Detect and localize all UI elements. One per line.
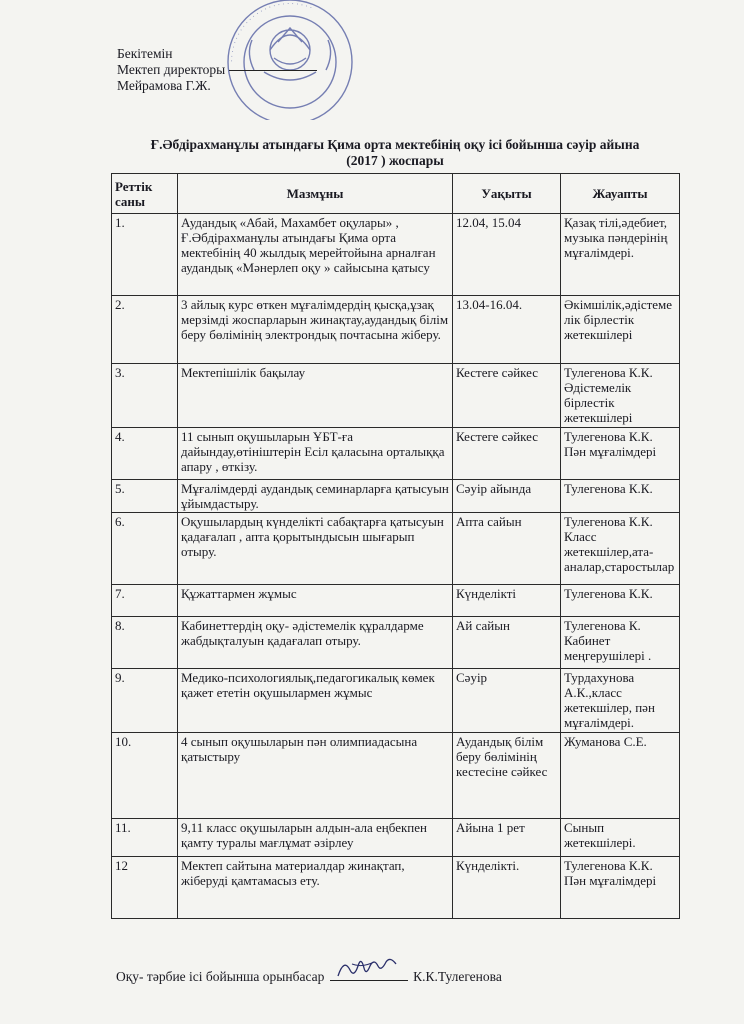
row-number: 7. xyxy=(112,585,178,617)
header-content: Мазмұны xyxy=(178,174,453,214)
approval-position-text: Мектеп директоры xyxy=(117,62,226,77)
row-time: Апта сайын xyxy=(453,513,561,585)
row-content: 11 сынып оқушыларын ҰБТ-ға дайындау,өтініштерін Есіл қаласына орталыққа апару , өткізу. xyxy=(178,428,453,480)
table-row xyxy=(112,857,680,919)
row-time: Кестеге сәйкес xyxy=(453,428,561,480)
title-line-2: (2017 ) жоспары xyxy=(346,153,444,168)
row-number: 10. xyxy=(112,733,178,819)
row-content: Кабинеттердің оқу- әдістемелік құралдарме жабдықталуын қадағалап отыру. xyxy=(178,617,453,669)
row-responsible: Тулегенова К.К. Пән мұғалімдері xyxy=(561,857,680,919)
approval-heading: Бекітемін xyxy=(117,46,173,61)
row-number: 1. xyxy=(112,214,178,296)
row-responsible: Қазақ тілі,әдебиет, музыка пәндерінің мұғалімдері. xyxy=(561,214,680,296)
row-content: Медико-психологиялық,педагогикалық көмек қажет ететін оқушылармен жұмыс xyxy=(178,669,453,733)
table-header-row xyxy=(112,174,680,214)
row-content: Құжаттармен жұмыс xyxy=(178,585,453,617)
row-responsible: Тулегенова К.К. Класс жетекшілер,ата-аналар,старостылар xyxy=(561,513,680,585)
table-row xyxy=(112,428,680,480)
row-number: 8. xyxy=(112,617,178,669)
handwritten-signature xyxy=(334,954,404,984)
table-row xyxy=(112,214,680,296)
row-content: Оқушылардың күнделікті сабақтарға қатысуын қадағалап , апта қорытындысын шығарып отыру. xyxy=(178,513,453,585)
row-responsible: Тулегенова К.К. xyxy=(561,585,680,617)
row-responsible: Турдахунова А.К.,класс жетекшілер, пән мұғалімдері. xyxy=(561,669,680,733)
row-responsible: Жуманова С.Е. xyxy=(561,733,680,819)
header-responsible: Жауапты xyxy=(561,174,680,214)
table-row xyxy=(112,364,680,428)
row-content: 4 сынып оқушыларын пән олимпиадасына қатыстыру xyxy=(178,733,453,819)
row-content: Аудандық «Абай, Махамбет оқулары» , Ғ.Әбдірахманұлы атындағы Қима орта мектебінің 40 жылдық мерейтойына арналған аудандық «Мәнерлеп оқу » сайысына қатысу xyxy=(178,214,453,296)
deputy-name: К.К.Тулегенова xyxy=(413,969,502,984)
title-line-1: Ғ.Әбдірахманұлы атындағы Қима орта мектебінің оқу ісі бойынша сәуір айына xyxy=(150,137,640,152)
row-time: 12.04, 15.04 xyxy=(453,214,561,296)
row-number: 5. xyxy=(112,480,178,513)
table-row xyxy=(112,480,680,513)
approval-signature-line xyxy=(229,70,317,71)
row-number: 4. xyxy=(112,428,178,480)
row-time: Сәуір айында xyxy=(453,480,561,513)
table-row xyxy=(112,669,680,733)
row-number: 2. xyxy=(112,296,178,364)
row-time: Ай сайын xyxy=(453,617,561,669)
approval-block xyxy=(117,46,317,94)
signature-line xyxy=(330,968,408,981)
row-content: Мұғалімдерді аудандық семинарларға қатысуын ұйымдастыру. xyxy=(178,480,453,513)
table-row xyxy=(112,733,680,819)
row-time: Күнделікті. xyxy=(453,857,561,919)
table-row xyxy=(112,513,680,585)
svg-text:· · · · · · · · · · · · · · ·: · · · · · · · · · · · · · · · · · · · · · · · · · xyxy=(227,0,314,63)
approval-position xyxy=(117,62,317,78)
row-content: Мектеп сайтына материалдар жинақтап, жіберуді қамтамасыз ету. xyxy=(178,857,453,919)
row-content: Мектепішілік бақылау xyxy=(178,364,453,428)
table-row xyxy=(112,585,680,617)
row-content: 9,11 класс оқушыларын алдын-ала еңбекпен қамту туралы мағлұмат әзірлеу xyxy=(178,819,453,857)
row-time: 13.04-16.04. xyxy=(453,296,561,364)
row-responsible: Тулегенова К. Кабинет меңгерушілері . xyxy=(561,617,680,669)
row-responsible: Тулегенова К.К. Әдістемелік бірлестік жетекшілері xyxy=(561,364,680,428)
row-responsible: Сынып жетекшілері. xyxy=(561,819,680,857)
header-time: Уақыты xyxy=(453,174,561,214)
row-time: Күнделікті xyxy=(453,585,561,617)
deputy-position: Оқу- тәрбие ісі бойынша орынбасар xyxy=(116,969,325,984)
table-row xyxy=(112,617,680,669)
row-responsible: Тулегенова К.К. xyxy=(561,480,680,513)
row-time: Сәуір xyxy=(453,669,561,733)
row-number: 12 xyxy=(112,857,178,919)
document-title xyxy=(100,137,690,169)
plan-table xyxy=(111,173,680,919)
row-number: 9. xyxy=(112,669,178,733)
row-responsible: Тулегенова К.К. Пән мұғалімдері xyxy=(561,428,680,480)
row-responsible: Әкімшілік,әдістеме лік бірлестік жетекшілері xyxy=(561,296,680,364)
row-time: Кестеге сәйкес xyxy=(453,364,561,428)
row-number: 11. xyxy=(112,819,178,857)
row-time: Аудандық білім беру бөлімінің кестесіне сәйкес xyxy=(453,733,561,819)
header-number: Реттік саны xyxy=(112,174,178,214)
row-time: Айына 1 рет xyxy=(453,819,561,857)
row-number: 3. xyxy=(112,364,178,428)
approval-director-name: Мейрамова Г.Ж. xyxy=(117,78,211,93)
row-content: 3 айлық курс өткен мұғалімдердің қысқа,ұзақ мерзімді жоспарларын жинақтау,аудандық білім беру бөлімінің электрондық почтасына жіберу. xyxy=(178,296,453,364)
row-number: 6. xyxy=(112,513,178,585)
table-row xyxy=(112,819,680,857)
table-row xyxy=(112,296,680,364)
footer-signature-block xyxy=(116,968,502,985)
